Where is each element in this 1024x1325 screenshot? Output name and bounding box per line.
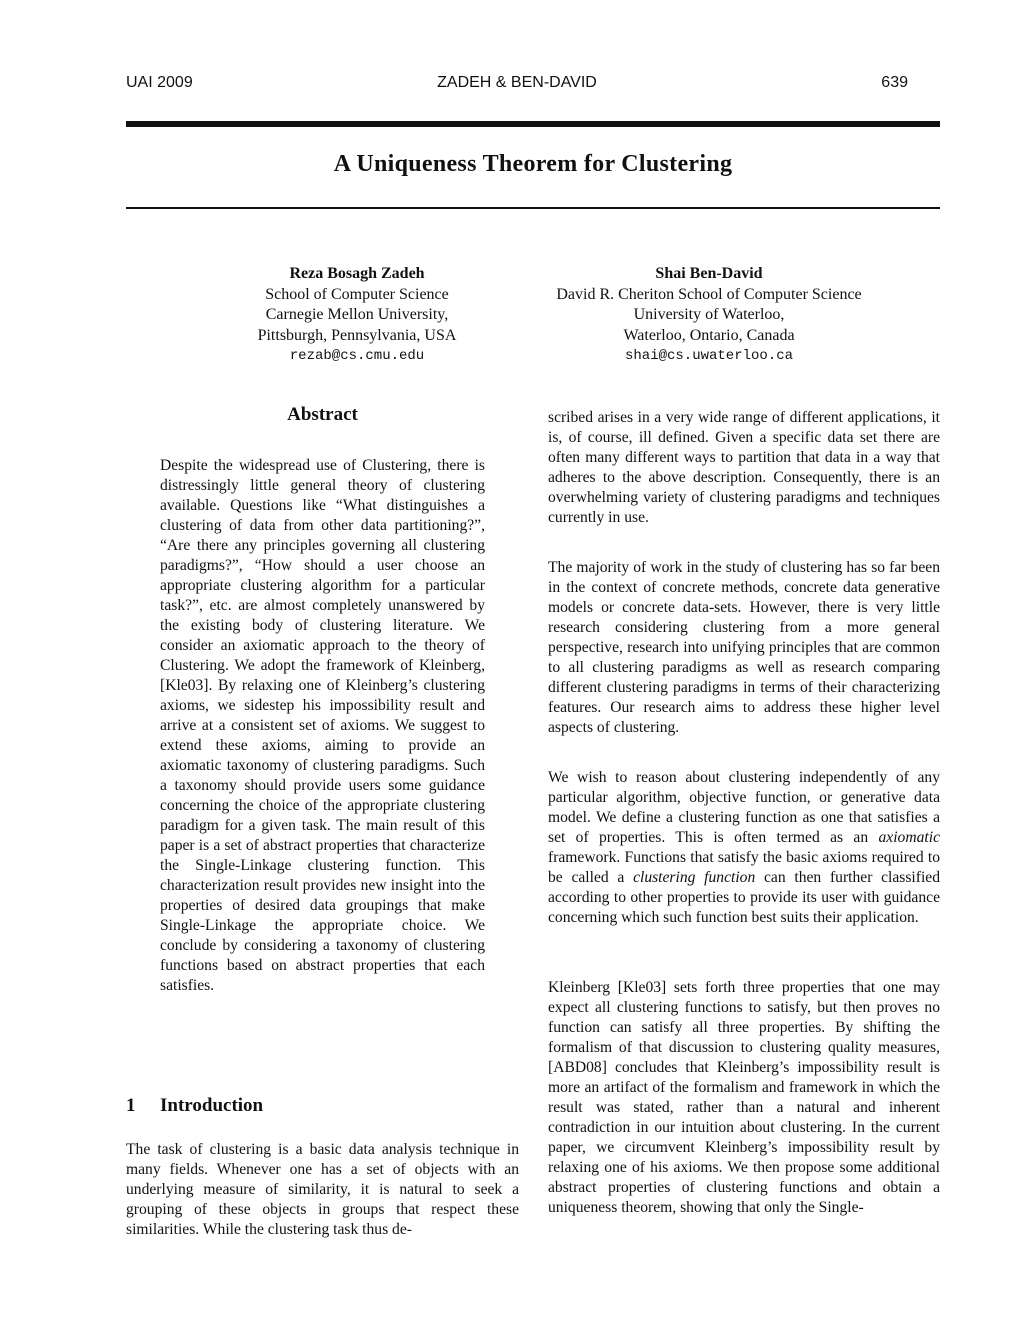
page-number: 639 <box>881 74 908 91</box>
author-affiliation-line: David R. Cheriton School of Computer Science <box>556 285 862 303</box>
conference-label: UAI 2009 <box>126 74 193 91</box>
text-run: can then further classified according to other properties to provide its user with guidance concerning which such function best suits their application. <box>548 869 941 926</box>
intro-paragraph: The task of clustering is a basic data analysis technique in many fields. Whenever one has a set of objects with an underlying measure of similarity, it is natural to seek a grouping of these objects in groups that respect these similarities. While the clustering task thus de- <box>126 1141 519 1238</box>
paper-title: A Uniqueness Theorem for Clustering <box>333 151 733 177</box>
title-bottom-rule <box>126 207 940 209</box>
author-block-2 <box>520 264 898 367</box>
author-affiliation-line: Waterloo, Ontario, Canada <box>623 326 795 344</box>
section-number: 1 <box>126 1095 136 1116</box>
author-email: shai@cs.uwaterloo.ca <box>624 348 794 364</box>
section-title: Introduction <box>160 1095 264 1116</box>
abstract-heading: Abstract <box>287 404 358 425</box>
author-name: Reza Bosagh Zadeh <box>289 265 425 282</box>
section-heading <box>126 1095 263 1117</box>
abstract-text: Despite the widespread use of Clustering, there is distressingly little general theory of clustering available. Questions like “What distinguishes a clustering of data from other data partitioning?”, “Are there any principles governing all clustering paradigms?”, “How should a user choose an appropriate clustering algorithm for a particular task?”, etc. are almost completely unanswered by the existing body of clustering literature. We consider an axiomatic approach to the theory of Clustering. We adopt the framework of Kleinberg, [Kle03]. By relaxing one of Kleinberg’s clustering axioms, we sidestep his impossibility result and arrive at a consistent set of axioms. We suggest to extend these axioms, aiming to provide an axiomatic taxonomy of clustering paradigms. Such a taxonomy should provide users some guidance concerning the choice of the appropriate clustering paradigm for a given task. The main result of this paper is a set of abstract properties that characterize the Single-Linkage clustering function. This characterization result provides new insight into the properties of desired data groupings that make Single-Linkage the appropriate choice. We conclude by considering a taxonomy of clustering functions based on abstract properties that each satisfies. <box>160 457 485 994</box>
author-block-1 <box>218 264 496 367</box>
author-running-head: ZADEH & BEN-DAVID <box>437 74 597 91</box>
author-affiliation-line: University of Waterloo, <box>633 306 785 323</box>
author-affiliation-line: Carnegie Mellon University, <box>265 306 449 323</box>
body-paragraph <box>548 768 940 928</box>
text-run: We wish to reason about clustering independently of any particular algorithm, objective function, or generative data model. We define a clustering function as one that satisfies a set of properties. This is often termed as an <box>548 769 940 846</box>
emphasis-axiomatic: axiomatic <box>878 829 940 846</box>
author-name: Shai Ben-David <box>655 265 763 282</box>
author-email: rezab@cs.cmu.edu <box>289 348 425 364</box>
author-affiliation-line: Pittsburgh, Pennsylvania, USA <box>257 326 457 344</box>
running-header <box>126 74 908 96</box>
author-affiliation-line: School of Computer Science <box>265 285 449 303</box>
body-paragraph: scribed arises in a very wide range of different applications, it is, of course, ill defined. Given a specific data set there are often many different ways to partition that data in a way that adheres to the above description. Consequently, there is an overwhelming variety of clustering paradigms and techniques currently in use. <box>548 409 940 526</box>
body-paragraph: The majority of work in the study of clustering has so far been in the context of concrete methods, concrete data generative models or concrete data-sets. However, there is very little research considering clustering from a more general perspective, research into unifying principles that are common to all clustering paradigms as well as research comparing different clustering paradigms in terms of their characterizing features. Our research aims to address these higher level aspects of clustering. <box>548 559 940 736</box>
body-paragraph: Kleinberg [Kle03] sets forth three properties that one may expect all clustering functions to satisfy, but then proves no function can satisfy all three properties. By shifting the formalism of that discussion to clustering quality measures, [ABD08] concludes that Kleinberg’s impossibility result is more an artifact of the formalism and framework in which the result was stated, rather than a natural and inherent contradiction in our intuition about clustering. In the current paper, we circumvent Kleinberg’s impossibility result by relaxing one of his axioms. We then propose some additional abstract properties of clustering functions and obtain a uniqueness theorem, showing that only the Single- <box>548 979 940 1216</box>
emphasis-clustering-function: clustering function <box>633 869 756 886</box>
title-top-rule <box>126 121 940 127</box>
text-run: framework. Functions that satisfy the basic axioms required to be called a <box>548 849 940 886</box>
